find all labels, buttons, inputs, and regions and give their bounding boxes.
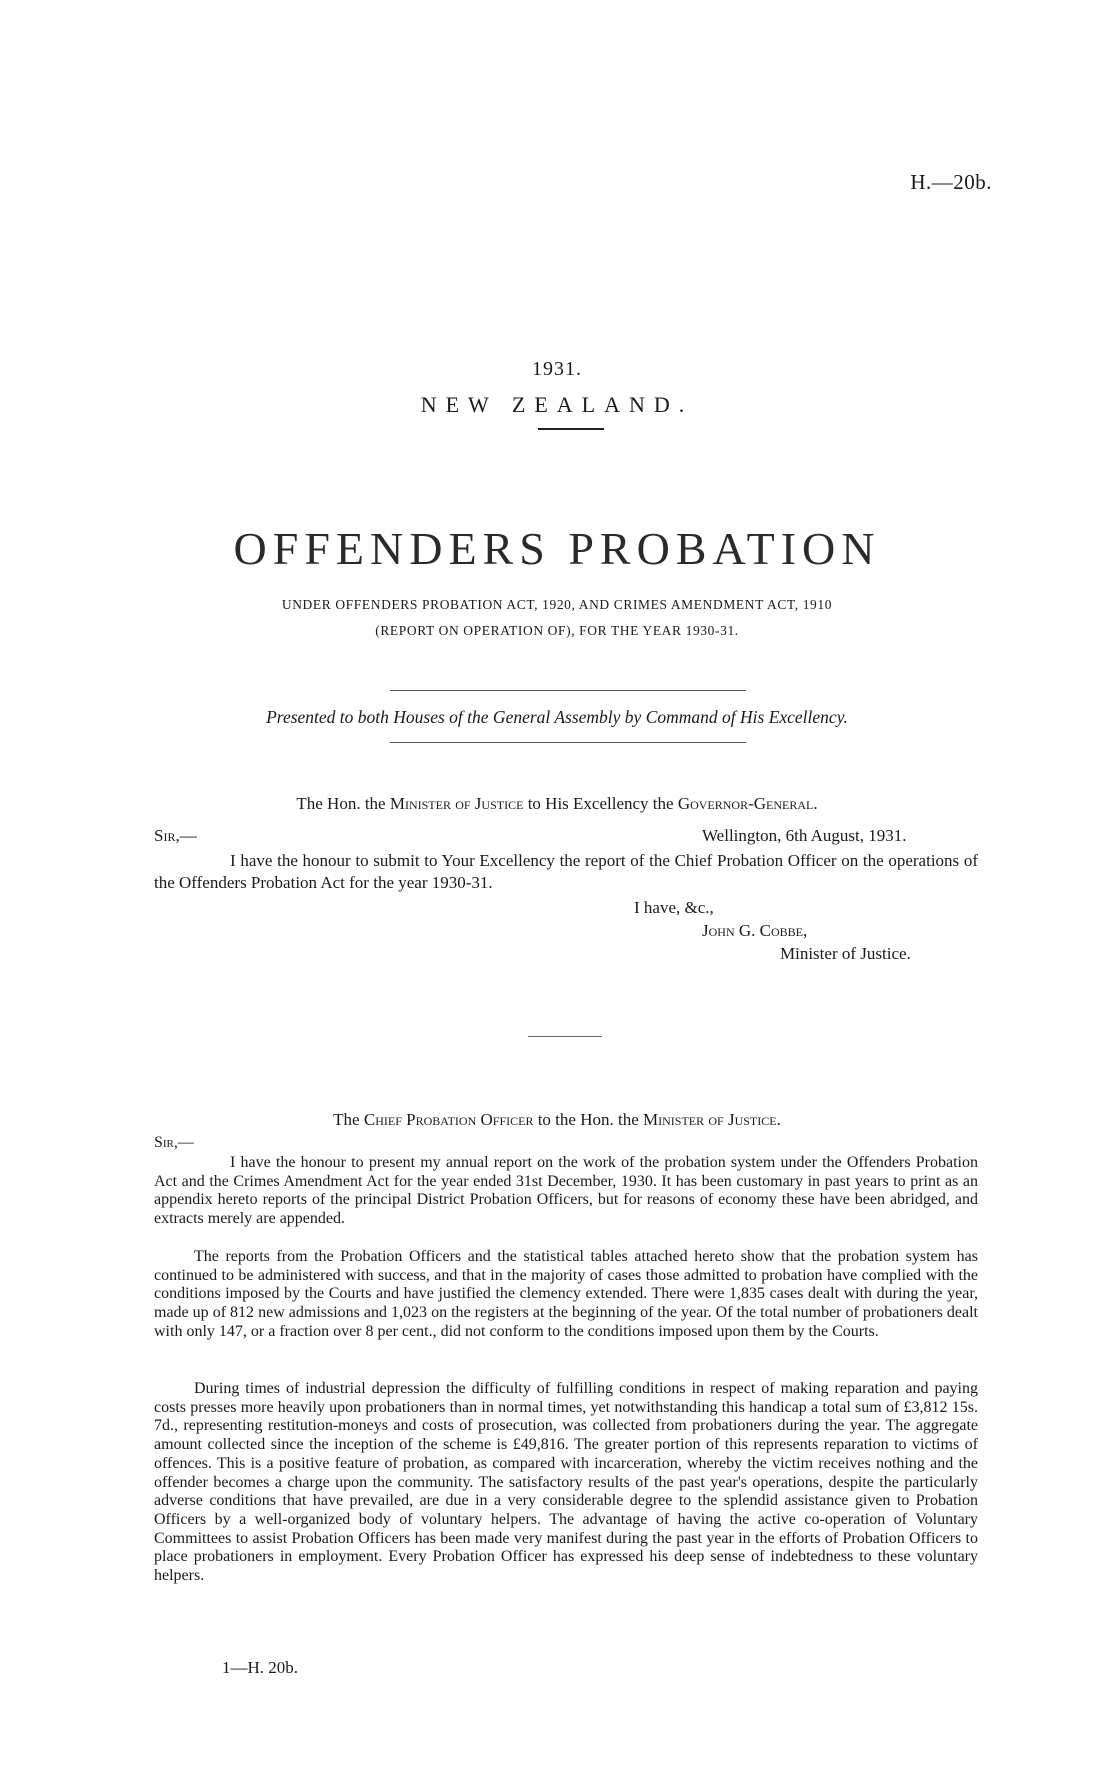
printer-signature-mark: 1—H. 20b. <box>222 1658 299 1677</box>
divider-top <box>390 690 746 691</box>
divider-short <box>538 428 604 430</box>
letter1-body: I have the honour to submit to Your Excellency the report of the Chief Probation Officer on the operations of the Offenders Probation Act for the year 1930-31. <box>154 851 978 892</box>
divider-mid <box>528 1036 602 1037</box>
letter1-place-date: Wellington, 6th August, 1931. <box>702 826 907 845</box>
subtitle-line-1: UNDER OFFENDERS PROBATION ACT, 1920, AND CRIMES AMENDMENT ACT, 1910 <box>281 597 833 612</box>
letter1-heading-from: Minister of Justice <box>389 794 524 813</box>
letter2-heading-mid: to the Hon. the <box>537 1110 639 1129</box>
letter1-signatory: John G. Cobbe, <box>702 921 808 940</box>
letter1-closing: I have, &c., <box>634 898 714 917</box>
letter2-paragraph-1: I have the honour to present my annual report on the work of the probation system under the Offenders Probation Act and the Crimes Amendment Act for the year ended 31st December, 1930. It has been customary in past years to print as an appendix hereto reports of the principal District Probation Officers, but for reasons of economy these have been abridged, and extracts merely are appended. <box>154 1154 978 1228</box>
letter2-heading-to: Minister of Justice. <box>643 1110 781 1129</box>
document-reference: H.—20b. <box>910 170 992 194</box>
letter1-signatory-title: Minister of Justice. <box>780 944 911 963</box>
country-heading: NEW ZEALAND. <box>420 392 694 417</box>
presented-statement: Presented to both Houses of the General Assembly by Command of His Excellency. <box>266 707 848 727</box>
letter1-heading-to: Governor-General. <box>677 794 818 813</box>
letter1-heading-mid: to His Excellency the <box>527 794 674 813</box>
letter2-paragraph-2: The reports from the Probation Officers and the statistical tables attached hereto show that the probation system has continued to be administered with success, and that in the majority of cases those admitted to probation have complied with the conditions imposed by the Courts and have justified the clemency extended. There were 1,835 cases dealt with during the year, made up of 812 new admissions and 1,023 on the registers at the beginning of the year. Of the total number of probationers dealt with only 147, or a fraction over 8 per cent., did not conform to the conditions imposed upon them by the Courts. <box>154 1248 978 1340</box>
divider-bottom <box>390 742 746 743</box>
letter1-heading-pre: The Hon. the <box>296 794 386 813</box>
letter2-heading-from: Chief Probation Officer <box>363 1110 534 1129</box>
letter2-heading <box>0 1110 1114 1130</box>
letter1-salutation: Sir,— <box>154 826 197 845</box>
publication-year: 1931. <box>532 358 582 380</box>
subtitle-line-2: (REPORT ON OPERATION OF), FOR THE YEAR 1930-31. <box>375 623 739 638</box>
letter2-salutation: Sir,— <box>154 1134 194 1151</box>
document-subtitle <box>0 592 1114 644</box>
letter1-heading <box>0 794 1114 814</box>
letter2-paragraph-3: During times of industrial depression the difficulty of fulfilling conditions in respect of making reparation and paying costs presses more heavily upon probationers than in normal times, yet notwithstanding this handicap a total sum of £3,812 15s. 7d., representing restitution-moneys and costs of prosecution, was collected from probationers during the year. The aggregate amount collected since the inception of the scheme is £49,816. The greater portion of this represents reparation to victims of offences. This is a positive feature of probation, as compared with incarceration, whereby the victim receives nothing and the offender becomes a charge upon the community. The satisfactory results of the past year's operations, despite the particularly adverse conditions that have prevailed, are due in a very considerable degree to the splendid assistance given to Probation Officers by a well-organized body of voluntary helpers. The advantage of having the active co-operation of Voluntary Committees to assist Probation Officers has been made very manifest during the past year in the efforts of Probation Officers to place probationers in employment. Every Probation Officer has expressed his deep sense of indebtedness to these voluntary helpers. <box>154 1380 978 1585</box>
document-title: OFFENDERS PROBATION <box>233 523 881 574</box>
letter2-heading-pre: The <box>333 1110 360 1129</box>
